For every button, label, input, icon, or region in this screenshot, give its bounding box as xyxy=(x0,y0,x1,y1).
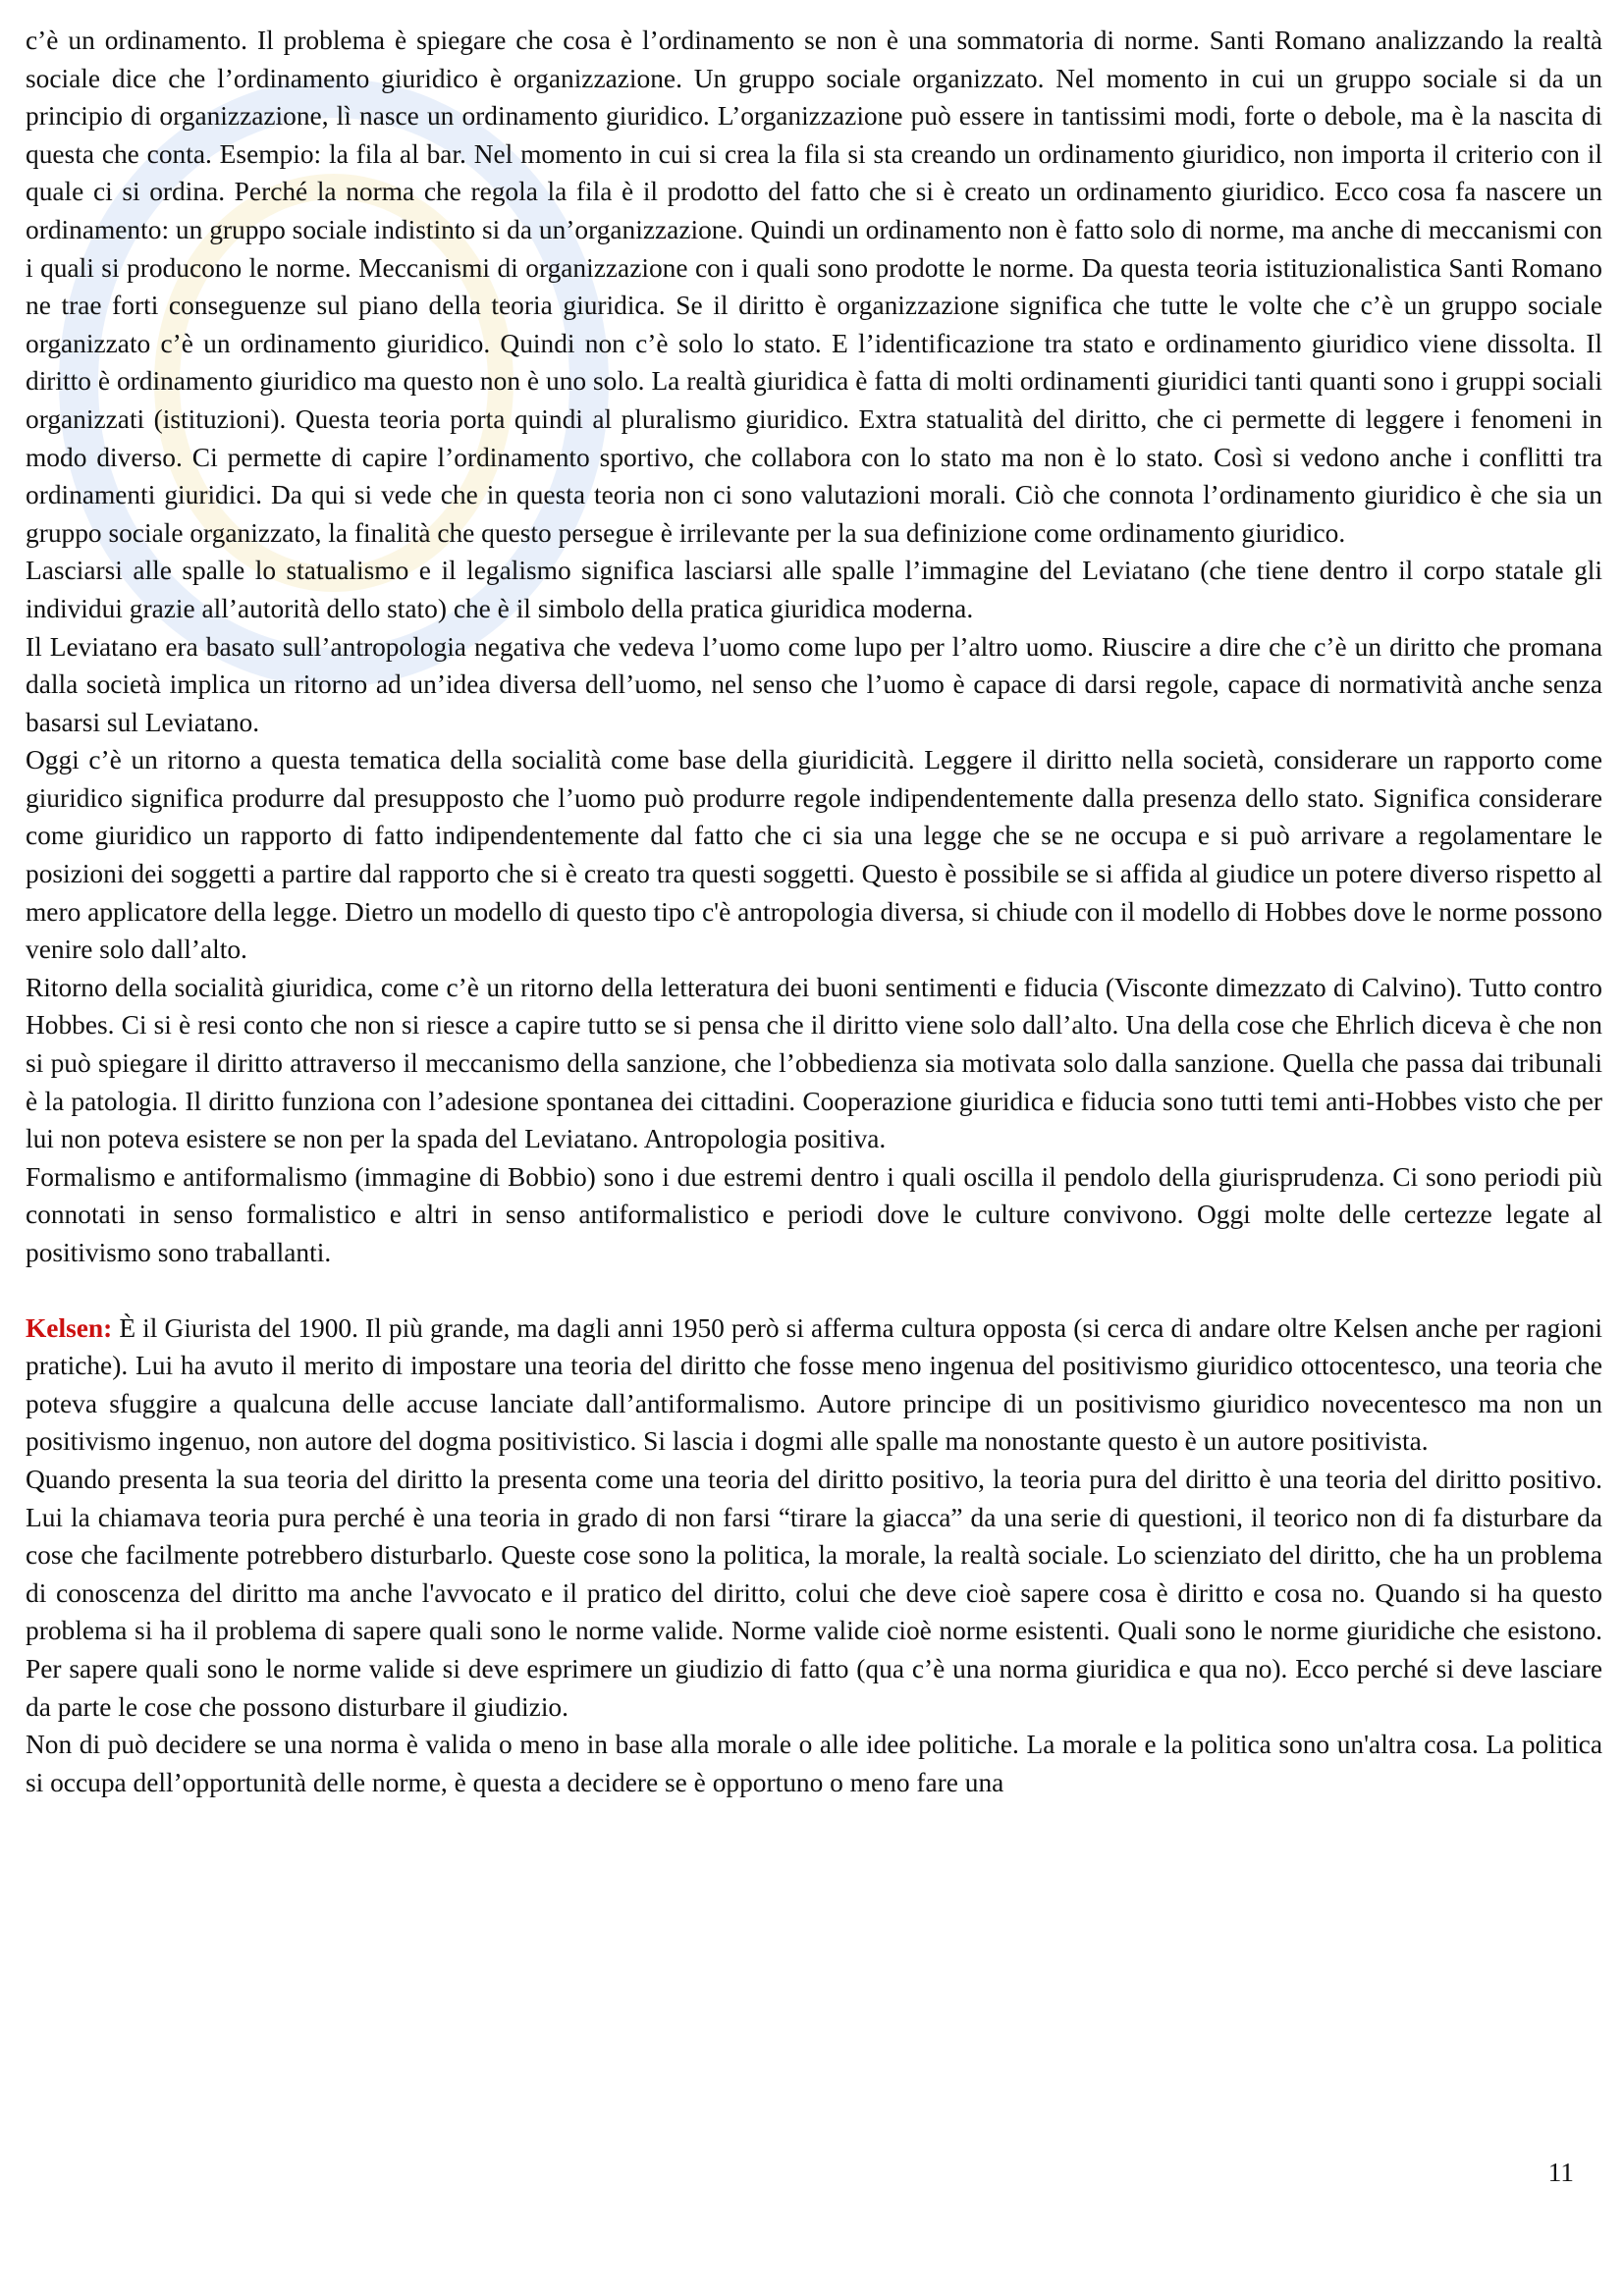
paragraph: Oggi c’è un ritorno a questa tematica della socialità come base della giuridicità. Leggere il diritto nella società, considerare un rapporto come giuridico significa produrre dal presupposto che l’uomo può produrre regole indipendentemente dalla presenza dello stato. Significa considerare come giuridico un rapporto di fatto indipendentemente dal fatto che ci sia una legge che se ne occupa e si può arrivare a regolamentare le posizioni dei soggetti a partire dal rapporto che si è creato tra questi soggetti. Questo è possibile se si affida al giudice un potere diverso rispetto al mero applicatore della legge. Dietro un modello di questo tipo c'è antropologia diversa, si chiude con il modello di Hobbes dove le norme possono venire solo dall’alto. xyxy=(26,745,1602,965)
paragraph: Il Leviatano era basato sull’antropologia negativa che vedeva l’uomo come lupo per l’altro uomo. Riuscire a dire che c’è un diritto che promana dalla società implica un ritorno ad un’idea diversa dell’uomo, nel senso che l’uomo è capace di darsi regole, capace di normatività anche senza basarsi sul Leviatano. xyxy=(26,631,1602,737)
paragraph: c’è un ordinamento. Il problema è spiegare che cosa è l’ordinamento se non è una sommatoria di norme. Santi Romano analizzando la realtà sociale dice che l’ordinamento giuridico è organizzazione. Un gruppo sociale organizzato. Nel momento in cui un gruppo sociale si da un principio di organizzazione, lì nasce un ordinamento giuridico. L’organizzazione può essere in tantissimi modi, forte o debole, ma è la nascita di questa che conta. Esempio: la fila al bar. Nel momento in cui si crea la fila si sta creando un ordinamento giuridico, non importa il criterio con il quale ci si ordina. Perché la norma che regola la fila è il prodotto del fatto che si è creato un ordinamento giuridico. Ecco cosa fa nascere un ordinamento: un gruppo sociale indistinto si da un’organizzazione. Quindi un ordinamento non è fatto solo di norme, ma anche di meccanismi con i quali si producono le norme. Meccanismi di organizzazione con i quali sono prodotte le norme. Da questa teoria istituzionalistica Santi Romano ne trae forti conseguenze sul piano della teoria giuridica. Se il diritto è organizzazione significa che tutte le volte che c’è un gruppo sociale organizzato c’è un ordinamento giuridico. Quindi non c’è solo lo stato. E l’identificazione tra stato e ordinamento giuridico viene dissolta. Il diritto è ordinamento giuridico ma questo non è uno solo. La realtà giuridica è fatta di molti ordinamenti giuridici tanti quanti sono i gruppi sociali organizzati (istituzioni). Questa teoria porta quindi al pluralismo giuridico. Extra statualità del diritto, che ci permette di leggere i fenomeni in modo diverso. Ci permette di capire l’ordinamento sportivo, che collabora con lo stato ma non è lo stato. Così si vedono anche i conflitti tra ordinamenti giuridici. Da qui si vede che in questa teoria non ci sono valutazioni morali. Ciò che connota l’ordinamento giuridico è che sia un gruppo sociale organizzato, la finalità che questo persegue è irrilevante per la sua definizione come ordinamento giuridico. xyxy=(26,26,1602,548)
page-number: 11 xyxy=(1547,2158,1574,2187)
paragraph: Formalismo e antiformalismo (immagine di Bobbio) sono i due estremi dentro i quali oscilla il pendolo della giurisprudenza. Ci sono periodi più connotati in senso formalistico e altri in senso antiformalistico e periodi dove le culture convivono. Oggi molte delle certezze legate al positivismo sono traballanti. xyxy=(26,1161,1602,1267)
document-body xyxy=(26,22,1602,1801)
kelsen-intro-text: È il Giurista del 1900. Il più grande, ma dagli anni 1950 però si afferma cultura opposta (si cerca di andare oltre Kelsen anche per ragioni pratiche). Lui ha avuto il merito di impostare una teoria del diritto che fosse meno ingenua del positivismo giuridico ottocentesco, una teoria che poteva sfuggire a qualcuna delle accuse lanciate dall’antiformalismo. Autore principe di un positivismo giuridico novecentesco ma non un positivismo ingenuo, non autore del dogma positivistico. Si lascia i dogmi alle spalle ma nonostante questo è un autore positivista. xyxy=(26,1312,1602,1457)
paragraph: Ritorno della socialità giuridica, come c’è un ritorno della letteratura dei buoni sentimenti e fiducia (Visconte dimezzato di Calvino). Tutto contro Hobbes. Ci si è resi conto che non si riesce a capire tutto se si pensa che il diritto viene solo dall’alto. Una della cose che Ehrlich diceva è che non si può spiegare il diritto attraverso il meccanismo della sanzione, che l’obbedienza sia motivata solo dalla sanzione. Quella che passa dai tribunali è la patologia. Il diritto funziona con l’adesione spontanea dei cittadini. Cooperazione giuridica e fiducia sono tutti temi anti-Hobbes visto che per lui non poteva esistere se non per la spada del Leviatano. Antropologia positiva. xyxy=(26,972,1602,1154)
section-keyword: Kelsen: xyxy=(26,1312,113,1343)
paragraph: Quando presenta la sua teoria del diritto la presenta come una teoria del diritto positivo, la teoria pura del diritto è una teoria del diritto positivo. Lui la chiamava teoria pura perché è una teoria in grado di non farsi “tirare la giacca” da una serie di questioni, il teorico non di fa disturbare da cose che facilmente potrebbero disturbarlo. Queste cose sono la politica, la morale, la realtà sociale. Lo scienziato del diritto, che ha un problema di conoscenza del diritto ma anche l'avvocato e il pratico del diritto, colui che deve cioè sapere cosa è diritto e cosa no. Quando si ha questo problema si ha il problema di sapere quali sono le norme valide. Norme valide cioè norme esistenti. Quali sono le norme giuridiche che esistono. Per sapere quali sono le norme valide si deve esprimere un giudizio di fatto (qua c’è una norma giuridica e qua no). Ecco perché si deve lasciare da parte le cose che possono disturbare il giudizio. xyxy=(26,1464,1602,1722)
paragraph: Lasciarsi alle spalle lo statualismo e il legalismo significa lasciarsi alle spalle l’immagine del Leviatano (che tiene dentro il corpo statale gli individui grazie all’autorità dello stato) che è il simbolo della pratica giuridica moderna. xyxy=(26,556,1602,623)
section-gap xyxy=(26,1272,1602,1309)
paragraph: Non di può decidere se una norma è valida o meno in base alla morale o alle idee politiche. La morale e la politica sono un'altra cosa. La politica si occupa dell’opportunità delle norme, è questa a decidere se è opportuno o meno fare una xyxy=(26,1730,1602,1797)
kelsen-paragraph xyxy=(26,1309,1602,1461)
